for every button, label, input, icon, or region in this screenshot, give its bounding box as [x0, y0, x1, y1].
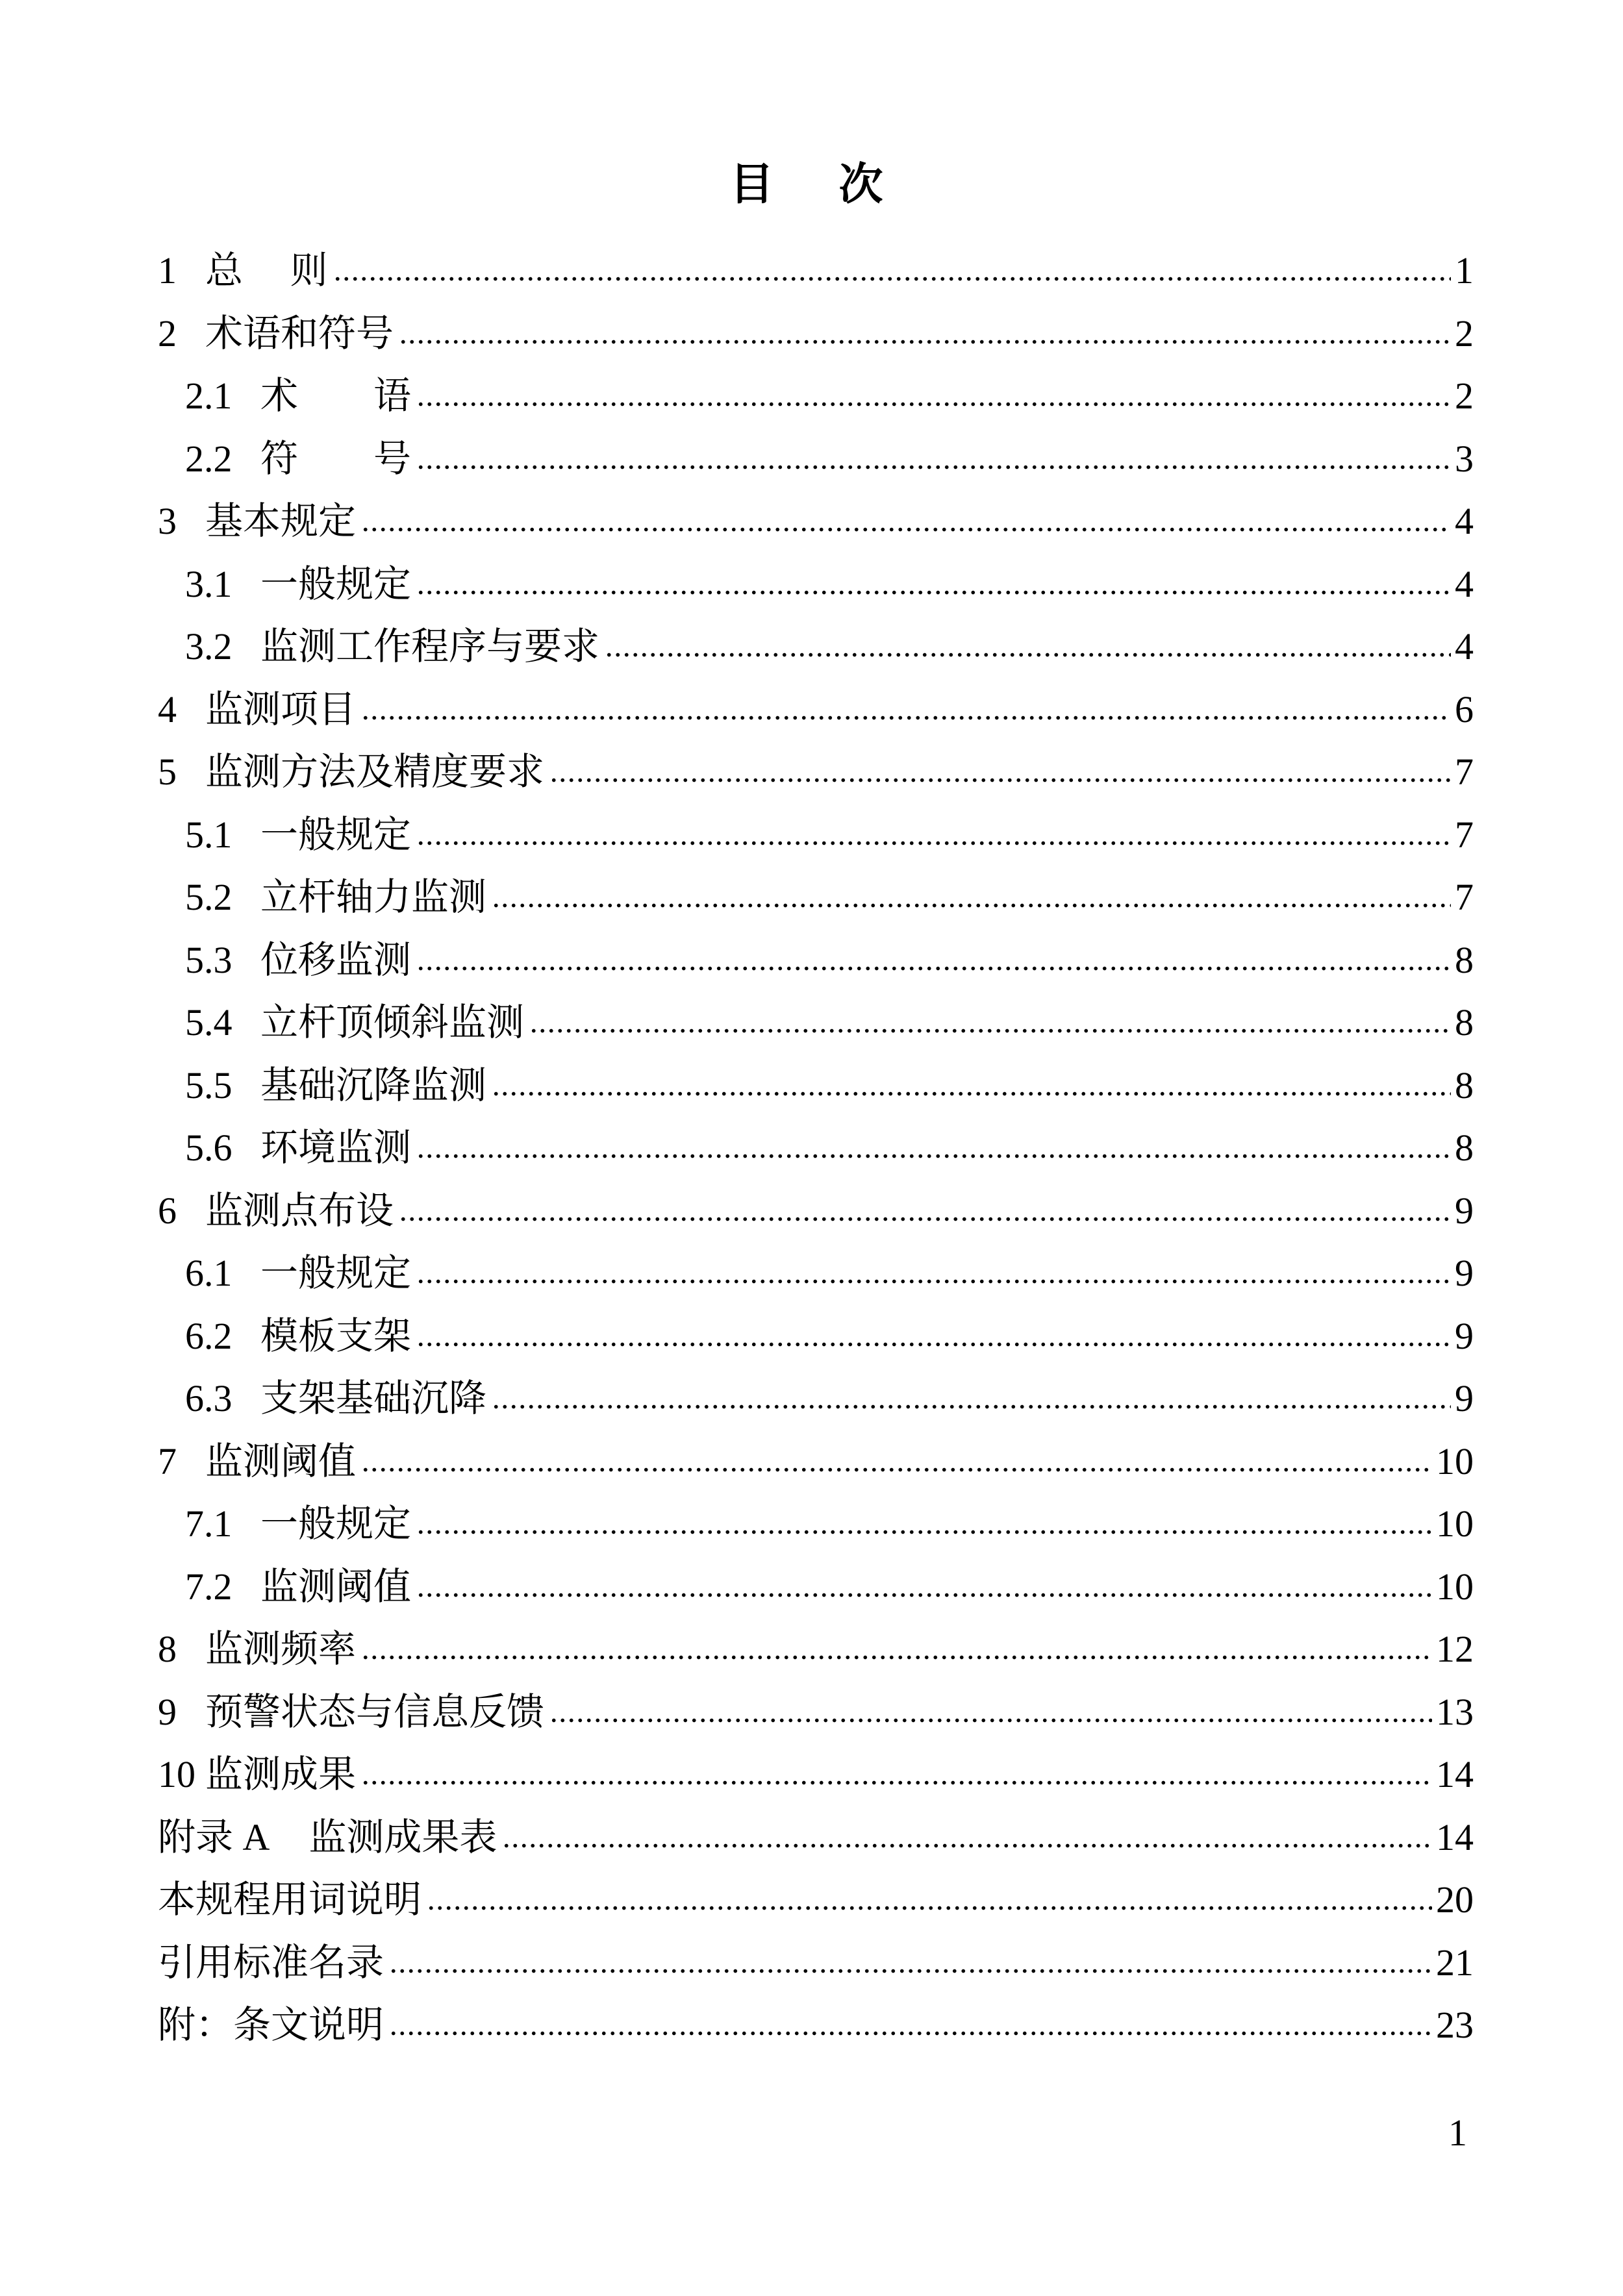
- toc-entry-page: 8: [1455, 1127, 1474, 1169]
- toc-entry-title: 一般规定: [260, 1503, 412, 1545]
- toc-entry-number: 3.1: [185, 562, 233, 605]
- toc-entry-page: 9: [1455, 1377, 1474, 1419]
- toc-entry-number: 5.5: [185, 1064, 233, 1106]
- toc-entry: [158, 1493, 1474, 1556]
- toc-entry-page: 10: [1436, 1440, 1474, 1482]
- toc-leader-dots: [416, 365, 1451, 428]
- toc-entry-title: 位移监测: [260, 938, 412, 981]
- toc-entry: [158, 1618, 1474, 1681]
- toc-entry-number: 3: [158, 500, 177, 542]
- toc-entry-number: 10: [158, 1753, 195, 1795]
- toc-entry-page: 23: [1436, 2004, 1474, 2046]
- toc-entry-title: 环境监测: [260, 1127, 412, 1169]
- toc-leader-dots: [389, 1994, 1432, 2057]
- toc-leader-dots: [333, 240, 1451, 303]
- toc-leader-dots: [492, 866, 1451, 929]
- toc-entry-number: 6.1: [185, 1252, 233, 1294]
- toc-leader-dots: [416, 1117, 1451, 1180]
- toc-entry-page: 21: [1436, 1941, 1474, 1984]
- toc-entry-page: 8: [1455, 1001, 1474, 1043]
- toc-entry-title: 监测工作程序与要求: [260, 625, 600, 668]
- toc-entry-page: 14: [1436, 1753, 1474, 1795]
- toc-entry-number: 7.1: [185, 1503, 233, 1545]
- toc-entry-number: 6: [158, 1189, 177, 1232]
- toc-leader-dots: [416, 1242, 1451, 1305]
- toc-entry: [158, 365, 1474, 428]
- toc-entry: [158, 1994, 1474, 2057]
- toc-entry: [158, 1743, 1474, 1806]
- toc-entry: [158, 804, 1474, 867]
- toc-leader-dots: [492, 1367, 1451, 1430]
- toc-entry-page: 3: [1455, 437, 1474, 480]
- toc-entry: [158, 553, 1474, 616]
- toc-entry-page: 12: [1436, 1628, 1474, 1670]
- toc-entry-title: 模板支架: [260, 1314, 412, 1357]
- toc-entry-page: 8: [1455, 1064, 1474, 1106]
- toc-entry: [158, 303, 1474, 366]
- toc-leader-dots: [389, 1932, 1432, 1995]
- toc-leader-dots: [416, 428, 1451, 491]
- toc-entry-number: 2: [158, 312, 177, 355]
- toc-leader-dots: [492, 1054, 1451, 1117]
- toc-entry-number: 5.3: [185, 938, 233, 981]
- toc-entry-page: 4: [1455, 562, 1474, 605]
- toc-entry-number: 附录 A: [158, 1816, 270, 1858]
- toc-leader-dots: [605, 616, 1451, 679]
- toc-entry-title: 附：条文说明: [158, 2004, 384, 2046]
- toc-leader-dots: [416, 1556, 1432, 1619]
- toc-entry-page: 9: [1455, 1252, 1474, 1294]
- toc-entry-title: 基本规定: [205, 500, 357, 542]
- toc-entry: [158, 1806, 1474, 1869]
- toc-entry-page: 4: [1455, 500, 1474, 542]
- toc-entry: [158, 616, 1474, 679]
- toc-entry-title: 总 则: [205, 249, 328, 292]
- toc-entry-title: 引用标准名录: [158, 1941, 384, 1984]
- toc-leader-dots: [361, 490, 1451, 553]
- toc-entry-number: 1: [158, 249, 177, 292]
- toc-entry-number: 2.2: [185, 437, 233, 480]
- toc-entry-page: 8: [1455, 938, 1474, 981]
- toc-entry-title: 一般规定: [260, 813, 412, 856]
- toc-entry-number: 6.3: [185, 1377, 233, 1419]
- toc-entry-title: 监测阈值: [260, 1565, 412, 1608]
- toc-entry-page: 7: [1455, 813, 1474, 856]
- toc-entry-title: 预警状态与信息反馈: [205, 1690, 545, 1733]
- toc-entry-title: 监测成果表: [308, 1816, 497, 1858]
- toc-leader-dots: [529, 992, 1451, 1054]
- toc-entry-title: 一般规定: [260, 562, 412, 605]
- toc-leader-dots: [416, 1305, 1451, 1368]
- toc-entry-title: 术语和符号: [205, 312, 394, 355]
- toc-entry-page: 10: [1436, 1565, 1474, 1608]
- toc-entry-page: 1: [1455, 249, 1474, 292]
- toc-entry: [158, 679, 1474, 742]
- toc-entry-title: 术 语: [260, 375, 412, 417]
- toc-entry-page: 14: [1436, 1816, 1474, 1858]
- toc-entry-number: 5.2: [185, 876, 233, 918]
- toc-entry-number: 7: [158, 1440, 177, 1482]
- toc-entry: [158, 1054, 1474, 1117]
- toc-leader-dots: [361, 1618, 1432, 1681]
- toc-entry-number: 5: [158, 751, 177, 793]
- toc-entry-title: 符 号: [260, 437, 412, 480]
- toc-entry-number: 5.4: [185, 1001, 233, 1043]
- toc-entry: [158, 1681, 1474, 1744]
- page-title: 目 次: [729, 160, 894, 209]
- toc-entry: [158, 1305, 1474, 1368]
- toc-entry-page: 6: [1455, 688, 1474, 730]
- toc-entry-title: 本规程用词说明: [158, 1878, 422, 1921]
- toc-leader-dots: [416, 929, 1451, 992]
- toc-entry: [158, 866, 1474, 929]
- toc-leader-dots: [399, 303, 1451, 366]
- toc-entry: [158, 1556, 1474, 1619]
- toc-leader-dots: [361, 1743, 1432, 1806]
- footer-page-number: 1: [1448, 2112, 1467, 2154]
- toc-entry-title: 一般规定: [260, 1252, 412, 1294]
- toc-entry-page: 9: [1455, 1189, 1474, 1232]
- toc-entry-title: 监测成果: [205, 1753, 357, 1795]
- toc-entry-number: 2.1: [185, 375, 233, 417]
- toc-entry-page: 7: [1455, 751, 1474, 793]
- toc-entry: [158, 428, 1474, 491]
- toc-leader-dots: [361, 679, 1451, 742]
- toc-entry-page: 2: [1455, 375, 1474, 417]
- toc-entry: [158, 1180, 1474, 1243]
- toc-entry-number: 6.2: [185, 1314, 233, 1357]
- toc-entry: [158, 929, 1474, 992]
- toc-entry-number: 4: [158, 688, 177, 730]
- toc-entry: [158, 741, 1474, 804]
- toc-leader-dots: [399, 1180, 1451, 1243]
- toc-entry-title: 支架基础沉降: [260, 1377, 487, 1419]
- toc-entry: [158, 1932, 1474, 1995]
- toc-entry: [158, 240, 1474, 303]
- toc-entry-title: 监测点布设: [205, 1189, 394, 1232]
- toc-entry-title: 基础沉降监测: [260, 1064, 487, 1106]
- toc-entry-title: 立杆轴力监测: [260, 876, 487, 918]
- toc-entry-title: 立杆顶倾斜监测: [260, 1001, 525, 1043]
- toc-leader-dots: [416, 1493, 1432, 1556]
- toc-entry-number: 5.1: [185, 813, 233, 856]
- toc-entry-title: 监测方法及精度要求: [205, 751, 545, 793]
- toc-entry-title: 监测阈值: [205, 1440, 357, 1482]
- toc-leader-dots: [416, 553, 1451, 616]
- toc-entry-number: 3.2: [185, 625, 233, 668]
- toc-entry: [158, 1430, 1474, 1493]
- toc-entry: [158, 490, 1474, 553]
- toc-leader-dots: [416, 804, 1451, 867]
- toc-entry: [158, 992, 1474, 1054]
- toc-entry-page: 7: [1455, 876, 1474, 918]
- toc-entry-page: 20: [1436, 1878, 1474, 1921]
- toc-entry-number: 9: [158, 1690, 177, 1733]
- toc-entry-page: 9: [1455, 1314, 1474, 1357]
- toc-entry-number: 7.2: [185, 1565, 233, 1608]
- toc-leader-dots: [361, 1430, 1432, 1493]
- toc-entry-page: 4: [1455, 625, 1474, 668]
- toc-entry-title: 监测项目: [205, 688, 357, 730]
- toc-entry-page: 2: [1455, 312, 1474, 355]
- toc-entry: [158, 1242, 1474, 1305]
- toc-entry: [158, 1869, 1474, 1932]
- toc-leader-dots: [502, 1806, 1432, 1869]
- toc-list: [158, 240, 1474, 2057]
- toc-leader-dots: [549, 741, 1451, 804]
- toc-entry-title: 监测频率: [205, 1628, 357, 1670]
- toc-leader-dots: [549, 1681, 1432, 1744]
- toc-entry: [158, 1367, 1474, 1430]
- toc-entry-page: 10: [1436, 1503, 1474, 1545]
- toc-entry-page: 13: [1436, 1690, 1474, 1733]
- toc-entry-number: 8: [158, 1628, 177, 1670]
- toc-entry-number: 5.6: [185, 1127, 233, 1169]
- toc-leader-dots: [427, 1869, 1432, 1932]
- toc-entry: [158, 1117, 1474, 1180]
